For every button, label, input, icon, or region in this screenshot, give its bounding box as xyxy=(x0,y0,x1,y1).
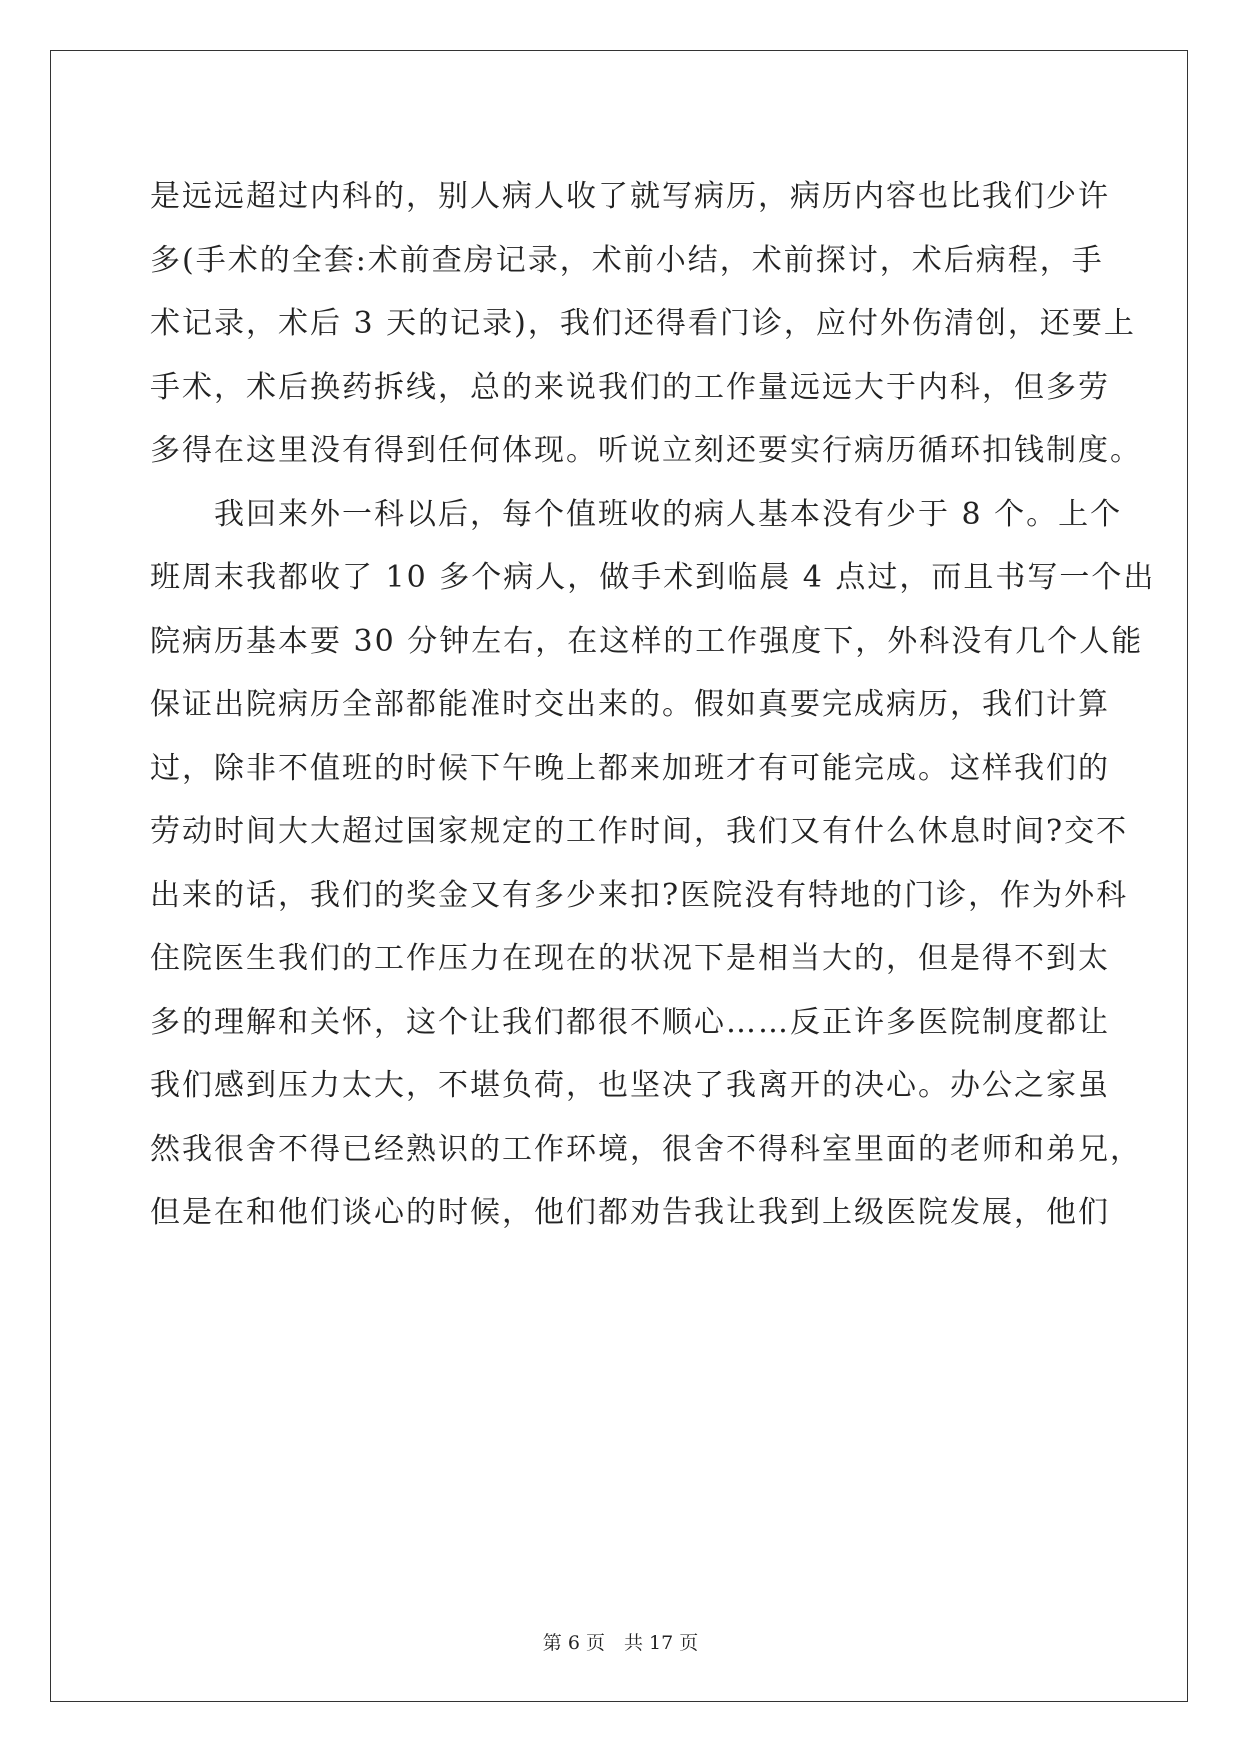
text-line-16: 然我很舍不得已经熟识的工作环境，很舍不得科室里面的老师和弟兄， xyxy=(150,1131,1142,1167)
text-line-12: 出来的话，我们的奖金又有多少来扣?医院没有特地的门诊，作为外科 xyxy=(150,877,1129,913)
text-line-7: 班周末我都收了 10 多个病人，做手术到临晨 4 点过，而且书写一个出 xyxy=(150,560,1156,595)
text-line-4: 手术，术后换药拆线，总的来说我们的工作量远远大于内科，但多劳 xyxy=(150,369,1110,405)
text-line-1: 是远远超过内科的，别人病人收了就写病历，病历内容也比我们少许 xyxy=(150,179,1110,214)
text-line-11: 劳动时间大大超过国家规定的工作时间，我们又有什么休息时间?交不 xyxy=(150,814,1129,849)
text-line-5: 多得在这里没有得到任何体现。听说立刻还要实行病历循环扣钱制度。 xyxy=(150,433,1142,468)
text-line-8: 院病历基本要 30 分钟左右，在这样的工作强度下，外科没有几个人能 xyxy=(150,623,1144,659)
document-body xyxy=(150,165,1156,1245)
text-line-10: 过，除非不值班的时候下午晚上都来加班才有可能完成。这样我们的 xyxy=(150,750,1110,786)
text-line-3: 术记录，术后 3 天的记录)，我们还得看门诊，应付外伤清创，还要上 xyxy=(150,306,1136,341)
page-number-footer: 第 6 页 共 17 页 xyxy=(542,1632,699,1654)
text-line-2: 多(手术的全套:术前查房记录，术前小结，术前探讨，术后病程，手 xyxy=(150,242,1104,278)
text-line-15: 我们感到压力太大，不堪负荷，也坚决了我离开的决心。办公之家虽 xyxy=(150,1068,1110,1103)
text-line-13: 住院医生我们的工作压力在现在的状况下是相当大的，但是得不到太 xyxy=(150,941,1110,976)
text-line-9: 保证出院病历全部都能准时交出来的。假如真要完成病历，我们计算 xyxy=(150,687,1110,722)
text-line-6: 我回来外一科以后，每个值班收的病人基本没有少于 8 个。上个 xyxy=(150,496,1123,532)
text-line-17: 但是在和他们谈心的时候，他们都劝告我让我到上级医院发展，他们 xyxy=(150,1195,1110,1230)
text-line-14: 多的理解和关怀，这个让我们都很不顺心……反正许多医院制度都让 xyxy=(150,1004,1110,1040)
